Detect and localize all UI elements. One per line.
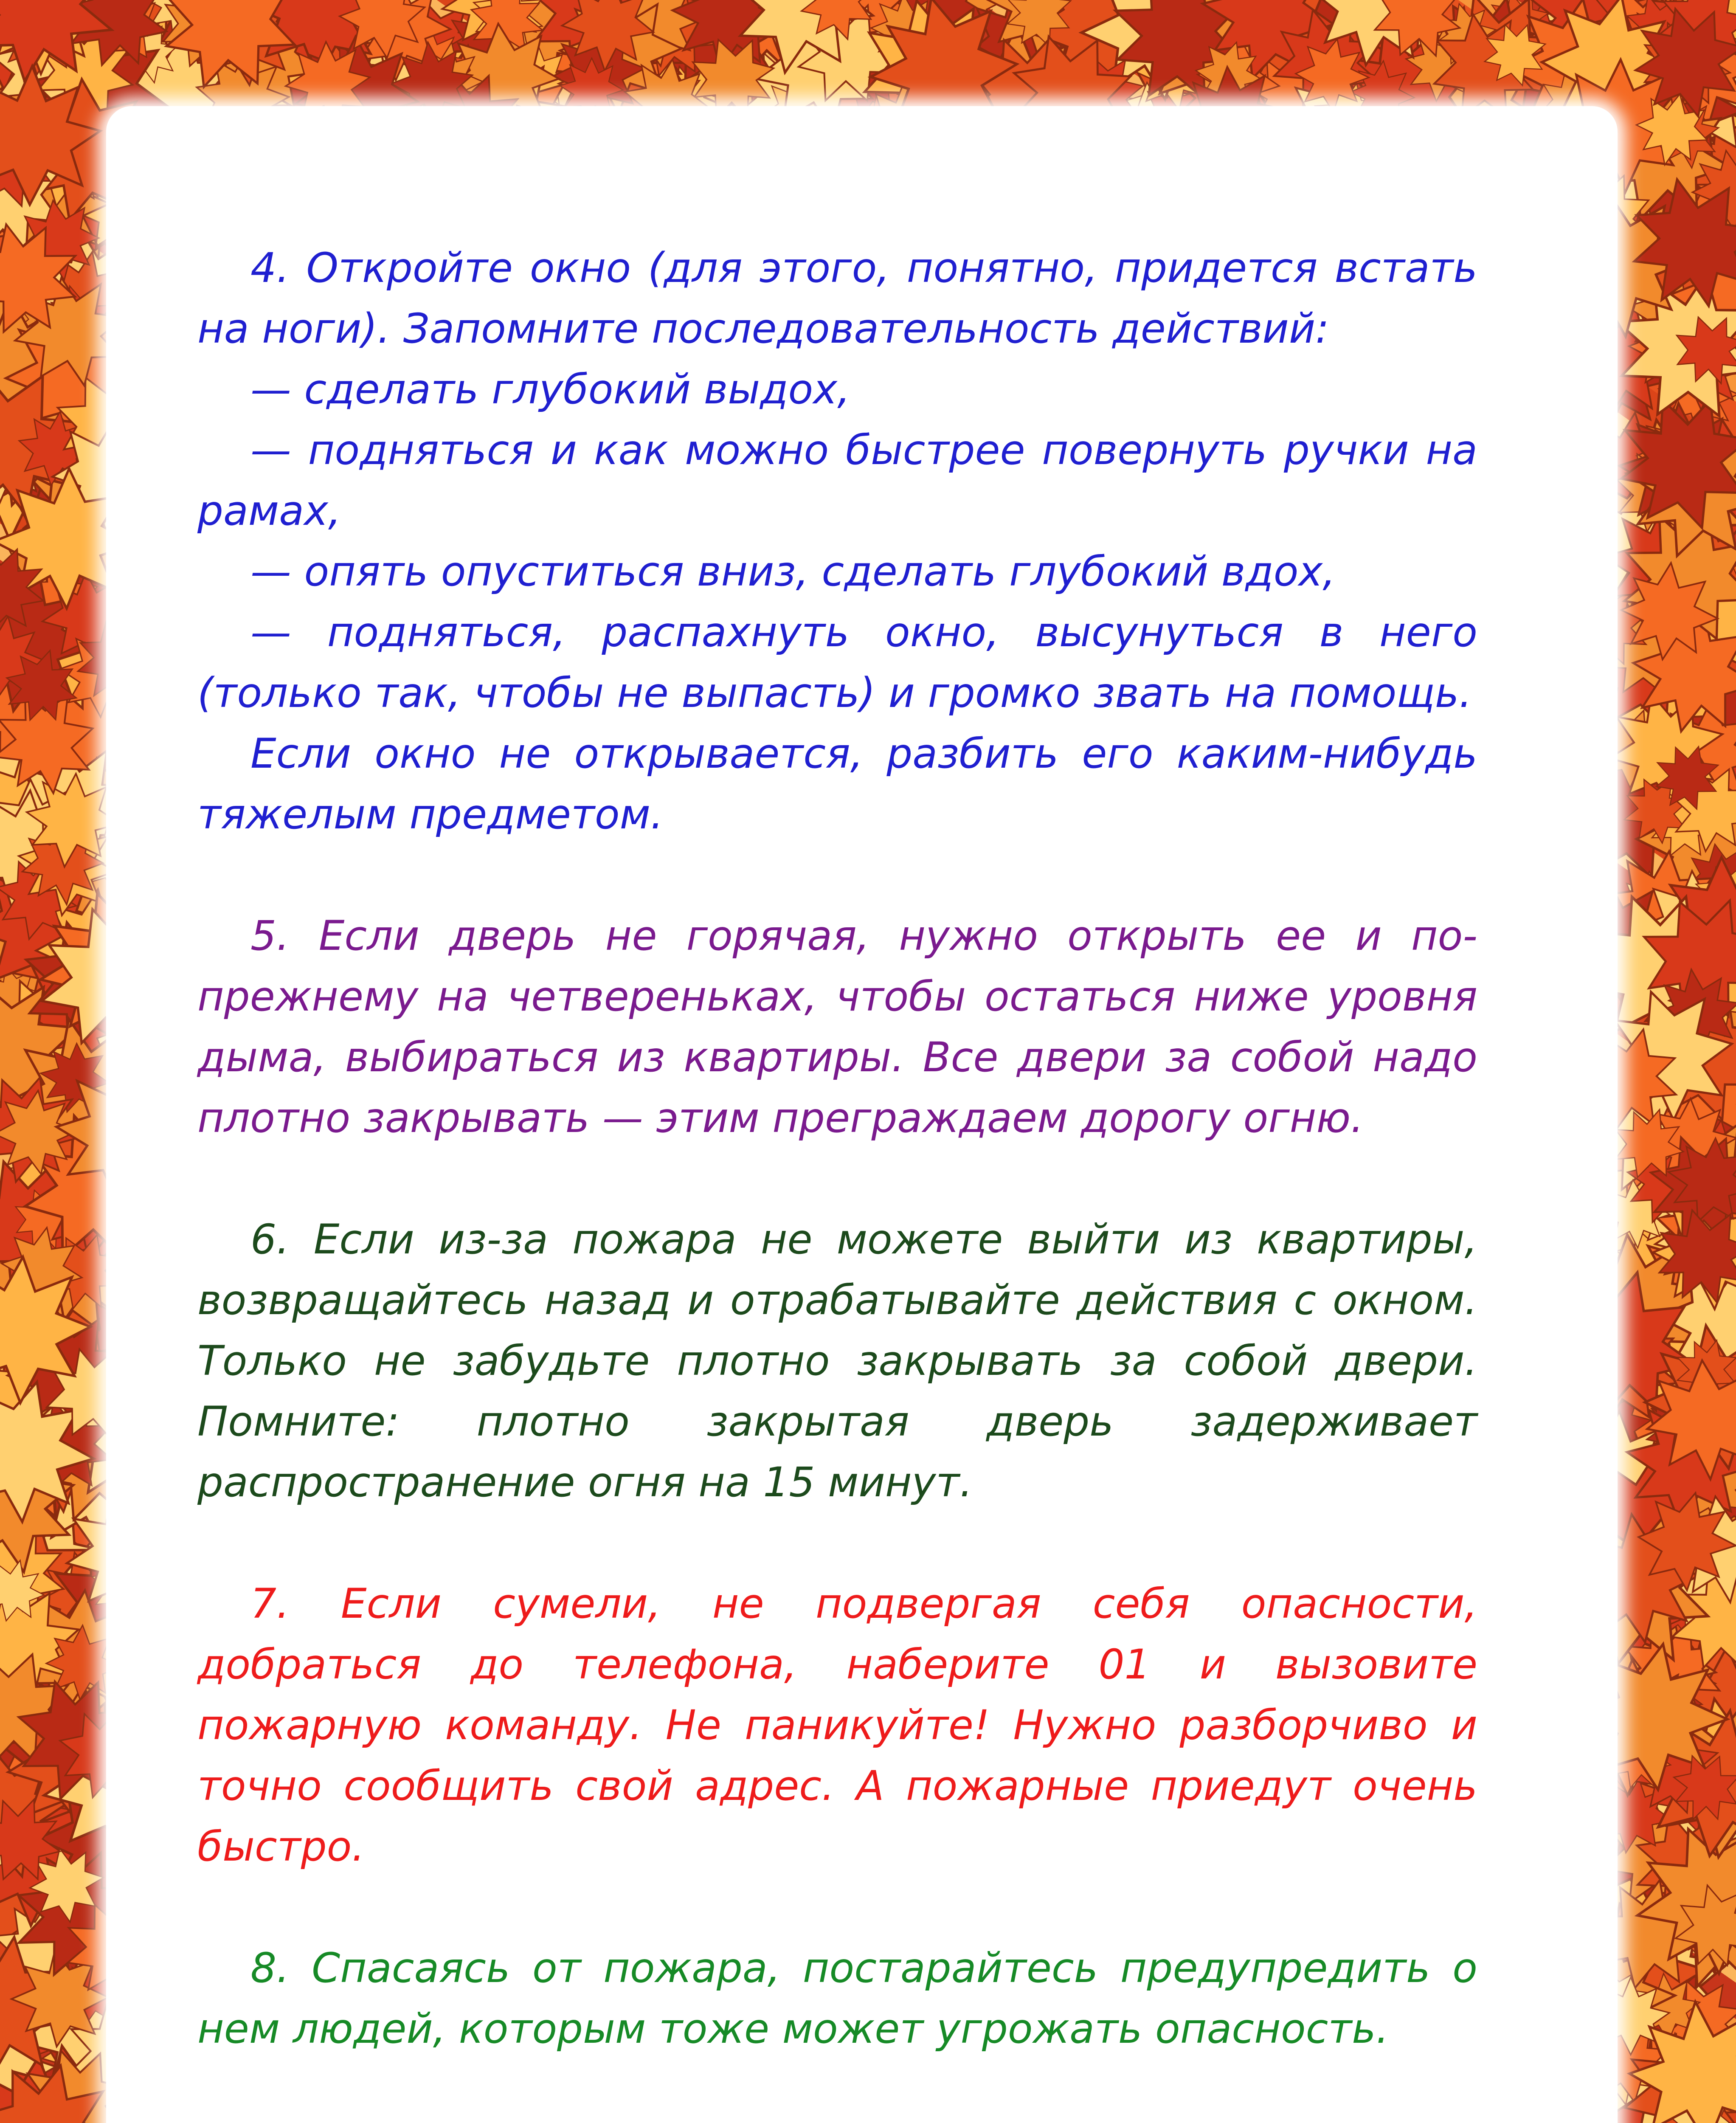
item-4-step-2: — подняться и как можно быстрее повернуть ручки на рамах, (197, 426, 1477, 535)
conclusion (197, 2119, 1477, 2123)
item-4-note: Если окно не открывается, разбить его каким-нибудь тяжелым предметом. (197, 730, 1477, 838)
item-5: 5. Если дверь не горячая, нужно открыть ее и по-прежнему на четвереньках, чтобы остаться ниже уровня дыма, выбираться из квартиры. Все двери за собой надо плотно закрывать — этим преграждаем дорогу огню. (197, 912, 1477, 1142)
item-7: 7. Если сумели, не подвергая себя опасности, добраться до телефона, наберите 01 и вызовите пожарную команду. Не паникуйте! Нужно разборчиво и точно сообщить свой адрес. А пожарные приедут очень быстро. (197, 1580, 1477, 1870)
item-4-step-3: — опять опуститься вниз, сделать глубокий вдох, (250, 548, 1336, 595)
item-4-step-4: — подняться, распахнуть окно, высунуться в него (только так, чтобы не выпасть) и громко звать на помощь. (197, 608, 1477, 717)
item-4-intro: 4. Откройте окно (для этого, понятно, придется встать на ноги). Запомните последовательность действий: (197, 244, 1477, 352)
item-6: 6. Если из-за пожара не можете выйти из квартиры, возвращайтесь назад и отрабатывайте действия с окном. Только не забудьте плотно закрывать за собой двери. Помните: плотно закрытая дверь задерживает распространение огня на 15 минут. (197, 1216, 1477, 1506)
item-8: 8. Спасаясь от пожара, постарайтесь предупредить о нем людей, которым тоже может угрожать опасность. (197, 1944, 1477, 2053)
document-body (197, 238, 1477, 2123)
item-4-step-1: — сделать глубокий выдох, (250, 366, 850, 413)
